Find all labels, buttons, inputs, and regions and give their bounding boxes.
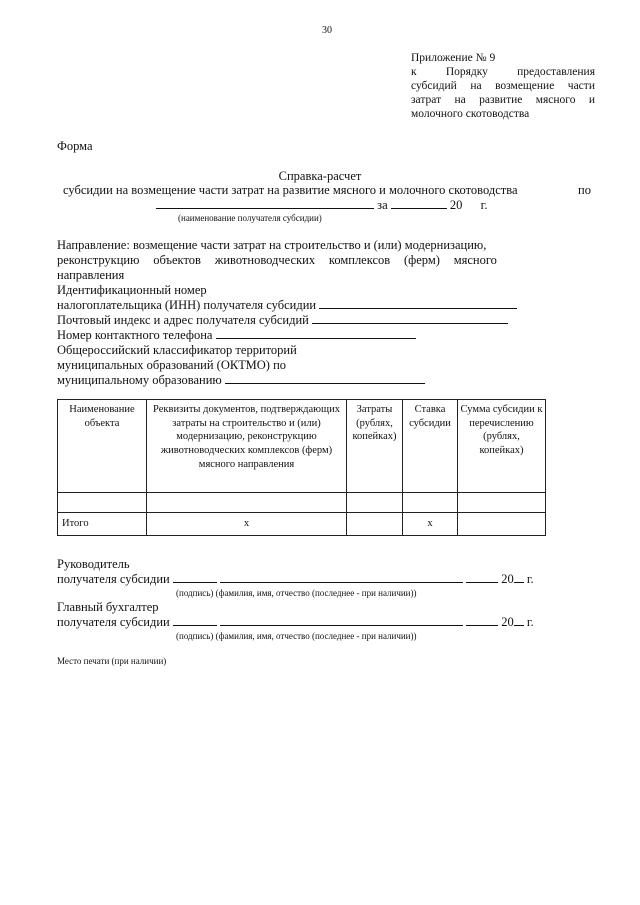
- total-amount[interactable]: [458, 513, 546, 536]
- period-date-field[interactable]: [391, 198, 447, 209]
- inn-label-line-2: налогоплательщика (ИНН) получателя субсидии: [57, 298, 317, 312]
- appendix-line-2: субсидий на возмещение части: [411, 80, 595, 92]
- direction-line-2: реконструкцию объектов животноводческих комплексов (ферм) мясного: [57, 253, 497, 267]
- total-label: Итого: [58, 513, 147, 536]
- head-date-field[interactable]: [466, 572, 498, 583]
- oktmo-label-line-1: Общероссийский классификатор территорий: [57, 343, 297, 357]
- cell-costs[interactable]: [347, 493, 403, 513]
- header-documents: Реквизиты документов, подтверждающих затраты на строительство и (или) модернизацию, реконструкцию животноводческих комплексов (ферм) мясного направления: [147, 400, 347, 493]
- accountant-date-field[interactable]: [466, 615, 498, 626]
- postal-row: [57, 313, 508, 328]
- table-row[interactable]: [58, 493, 546, 513]
- period-za: за: [377, 198, 388, 212]
- direction-line-3: направления: [57, 268, 125, 282]
- head-year: 20: [501, 572, 514, 586]
- accountant-year-suffix-field[interactable]: [514, 615, 524, 626]
- oktmo-label-line-3: муниципальному образованию: [57, 373, 222, 387]
- doc-subtitle: субсидии на возмещение части затрат на развитие мясного и молочного скотоводства: [63, 183, 518, 197]
- subsidy-table: [57, 399, 546, 536]
- accountant-year: 20: [501, 615, 514, 629]
- period-line: [156, 198, 487, 213]
- oktmo-row: [57, 373, 425, 388]
- appendix-line-1: к Порядку предоставления: [411, 66, 595, 78]
- accountant-fullname-field[interactable]: [220, 615, 463, 626]
- doc-title: Справка-расчет: [278, 169, 362, 183]
- accountant-signature-field[interactable]: [173, 615, 217, 626]
- head-g: г.: [526, 572, 534, 586]
- total-rate-x: х: [403, 513, 458, 536]
- inn-row: [57, 298, 517, 313]
- appendix-line-3: затрат на развитие мясного и: [411, 94, 595, 106]
- accountant-caption: (подпись) (фамилия, имя, отчество (последнее - при наличии)): [176, 631, 417, 641]
- period-g: г.: [480, 198, 488, 212]
- accountant-sign-row: [57, 615, 534, 630]
- head-sign-row: [57, 572, 534, 587]
- phone-label: Номер контактного телефона: [57, 328, 213, 342]
- cell-amount[interactable]: [458, 493, 546, 513]
- cell-rate[interactable]: [403, 493, 458, 513]
- head-caption: (подпись) (фамилия, имя, отчество (последнее - при наличии)): [176, 588, 417, 598]
- head-label-line-1: Руководитель: [57, 557, 130, 571]
- total-documents-x: х: [147, 513, 347, 536]
- inn-label-line-1: Идентификационный номер: [57, 283, 207, 297]
- header-rate: Ставка субсидии: [403, 400, 458, 493]
- accountant-label-line-2: получателя субсидии: [57, 615, 170, 629]
- head-year-suffix-field[interactable]: [514, 572, 524, 583]
- phone-row: [57, 328, 416, 343]
- accountant-g: г.: [526, 615, 534, 629]
- table-header-row: [58, 400, 546, 493]
- direction-line-1: Направление: возмещение части затрат на строительство и (или) модернизацию,: [57, 238, 487, 252]
- header-object-name: Наименование объекта: [58, 400, 147, 493]
- recipient-caption: (наименование получателя субсидии): [178, 213, 322, 223]
- stamp-label: Место печати (при наличии): [57, 656, 167, 666]
- header-costs: Затраты (рублях, копейках): [347, 400, 403, 493]
- accountant-label-line-1: Главный бухгалтер: [57, 600, 159, 614]
- form-label: Форма: [57, 139, 93, 153]
- page-number: 30: [322, 25, 332, 36]
- inn-field[interactable]: [319, 298, 517, 309]
- oktmo-field[interactable]: [225, 373, 425, 384]
- oktmo-label-line-2: муниципальных образований (ОКТМО) по: [57, 358, 287, 372]
- postal-label: Почтовый индекс и адрес получателя субсидий: [57, 313, 309, 327]
- doc-subtitle-po: по: [578, 183, 591, 197]
- table-total-row: [58, 513, 546, 536]
- head-signature-field[interactable]: [173, 572, 217, 583]
- cell-object[interactable]: [58, 493, 147, 513]
- recipient-name-field[interactable]: [156, 198, 374, 209]
- total-costs[interactable]: [347, 513, 403, 536]
- period-year: 20: [449, 198, 463, 212]
- head-label-line-2: получателя субсидии: [57, 572, 170, 586]
- phone-field[interactable]: [216, 328, 416, 339]
- cell-documents[interactable]: [147, 493, 347, 513]
- appendix-title: Приложение № 9: [411, 52, 496, 64]
- appendix-line-4: молочного скотоводства: [411, 108, 530, 120]
- header-amount: Сумма субсидии к перечислению (рублях, копейках): [458, 400, 546, 493]
- head-fullname-field[interactable]: [220, 572, 463, 583]
- postal-field[interactable]: [312, 313, 508, 324]
